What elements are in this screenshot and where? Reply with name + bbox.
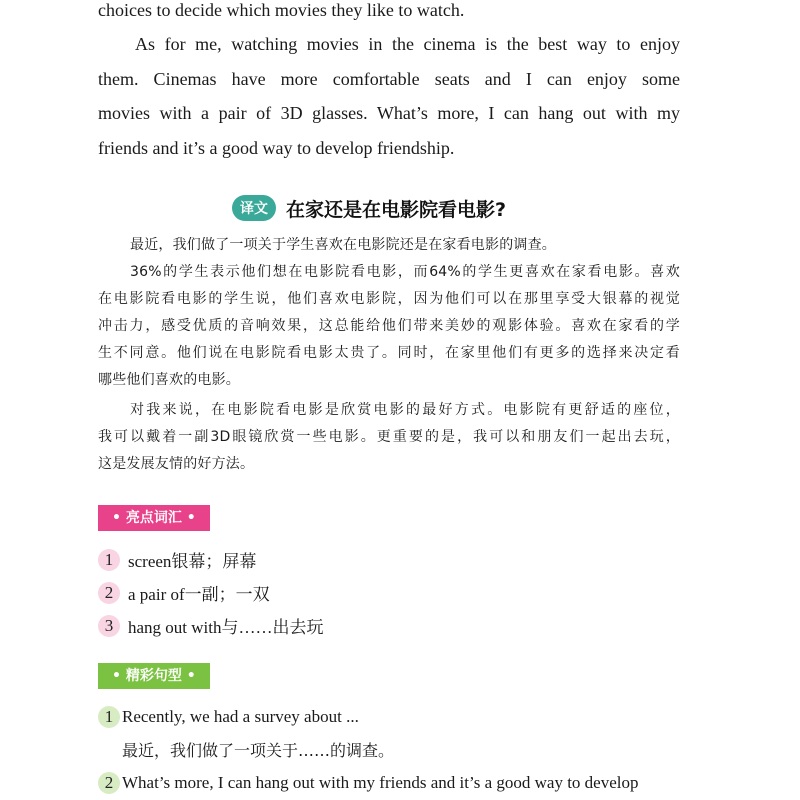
translation-heading bbox=[232, 193, 506, 223]
vocab-section-tag: • 亮点词汇 • bbox=[98, 505, 210, 531]
english-line-2: As for me, watching movies in the cinema is the best way to enjoy bbox=[135, 34, 680, 54]
sentence-number: 1 bbox=[98, 706, 120, 728]
english-line-3: them. Cinemas have more comfortable seats and I can enjoy some bbox=[98, 69, 680, 89]
translation-line-7: 对我来说，在电影院看电影是欣赏电影的最好方式。电影院有更舒适的座位， bbox=[130, 402, 680, 418]
vocab-number: 2 bbox=[98, 582, 120, 604]
translation-line-3: 在电影院看电影的学生说，他们喜欢电影院，因为他们可以在那里享受大银幕的视觉 bbox=[98, 291, 680, 307]
translation-badge: 译文 bbox=[232, 195, 276, 221]
sentence-item bbox=[98, 772, 639, 794]
english-line-1: choices to decide which movies they like to watch. bbox=[98, 0, 465, 20]
english-line-4: movies with a pair of 3D glasses. What’s more, I can hang out with my bbox=[98, 103, 680, 123]
translation-line-5: 生不同意。他们说在电影院看电影太贵了。同时，在家里他们有更多的选择来决定看 bbox=[98, 345, 680, 361]
translation-line-9: 这是发展友情的好方法。 bbox=[98, 456, 255, 472]
sentence-item bbox=[98, 706, 359, 728]
vocab-item bbox=[98, 547, 256, 572]
english-line-5: friends and it’s a good way to develop friendship. bbox=[98, 138, 455, 158]
vocab-text: hang out with与……出去玩 bbox=[128, 618, 324, 637]
translation-line-8: 我可以戴着一副3D眼镜欣赏一些电影。更重要的是，我可以和朋友们一起出去玩， bbox=[98, 429, 680, 445]
translation-line-6: 哪些他们喜欢的电影。 bbox=[98, 372, 240, 388]
sentence-chinese: 最近，我们做了一项关于……的调查。 bbox=[122, 741, 395, 760]
sentence-number: 2 bbox=[98, 772, 120, 794]
vocab-item bbox=[98, 580, 270, 605]
vocab-number: 1 bbox=[98, 549, 120, 571]
translation-line-4: 冲击力，感受优质的音响效果，这总能给他们带来美妙的观影体验。喜欢在家看的学 bbox=[98, 318, 680, 334]
sentence-english: Recently, we had a survey about ... bbox=[122, 707, 359, 726]
vocab-text: screen银幕；屏幕 bbox=[128, 552, 257, 571]
translation-line-1: 最近，我们做了一项关于学生喜欢在电影院还是在家看电影的调查。 bbox=[130, 237, 556, 253]
translation-title: 在家还是在电影院看电影? bbox=[286, 198, 507, 221]
vocab-item bbox=[98, 613, 324, 638]
vocab-number: 3 bbox=[98, 615, 120, 637]
translation-line-2: 36%的学生表示他们想在电影院看电影，而64%的学生更喜欢在家看电影。喜欢 bbox=[130, 264, 680, 280]
vocab-text: a pair of一副；一双 bbox=[128, 585, 270, 604]
sentence-section-tag: • 精彩句型 • bbox=[98, 663, 210, 689]
sentence-english: What’s more, I can hang out with my friends and it’s a good way to develop bbox=[122, 773, 639, 792]
